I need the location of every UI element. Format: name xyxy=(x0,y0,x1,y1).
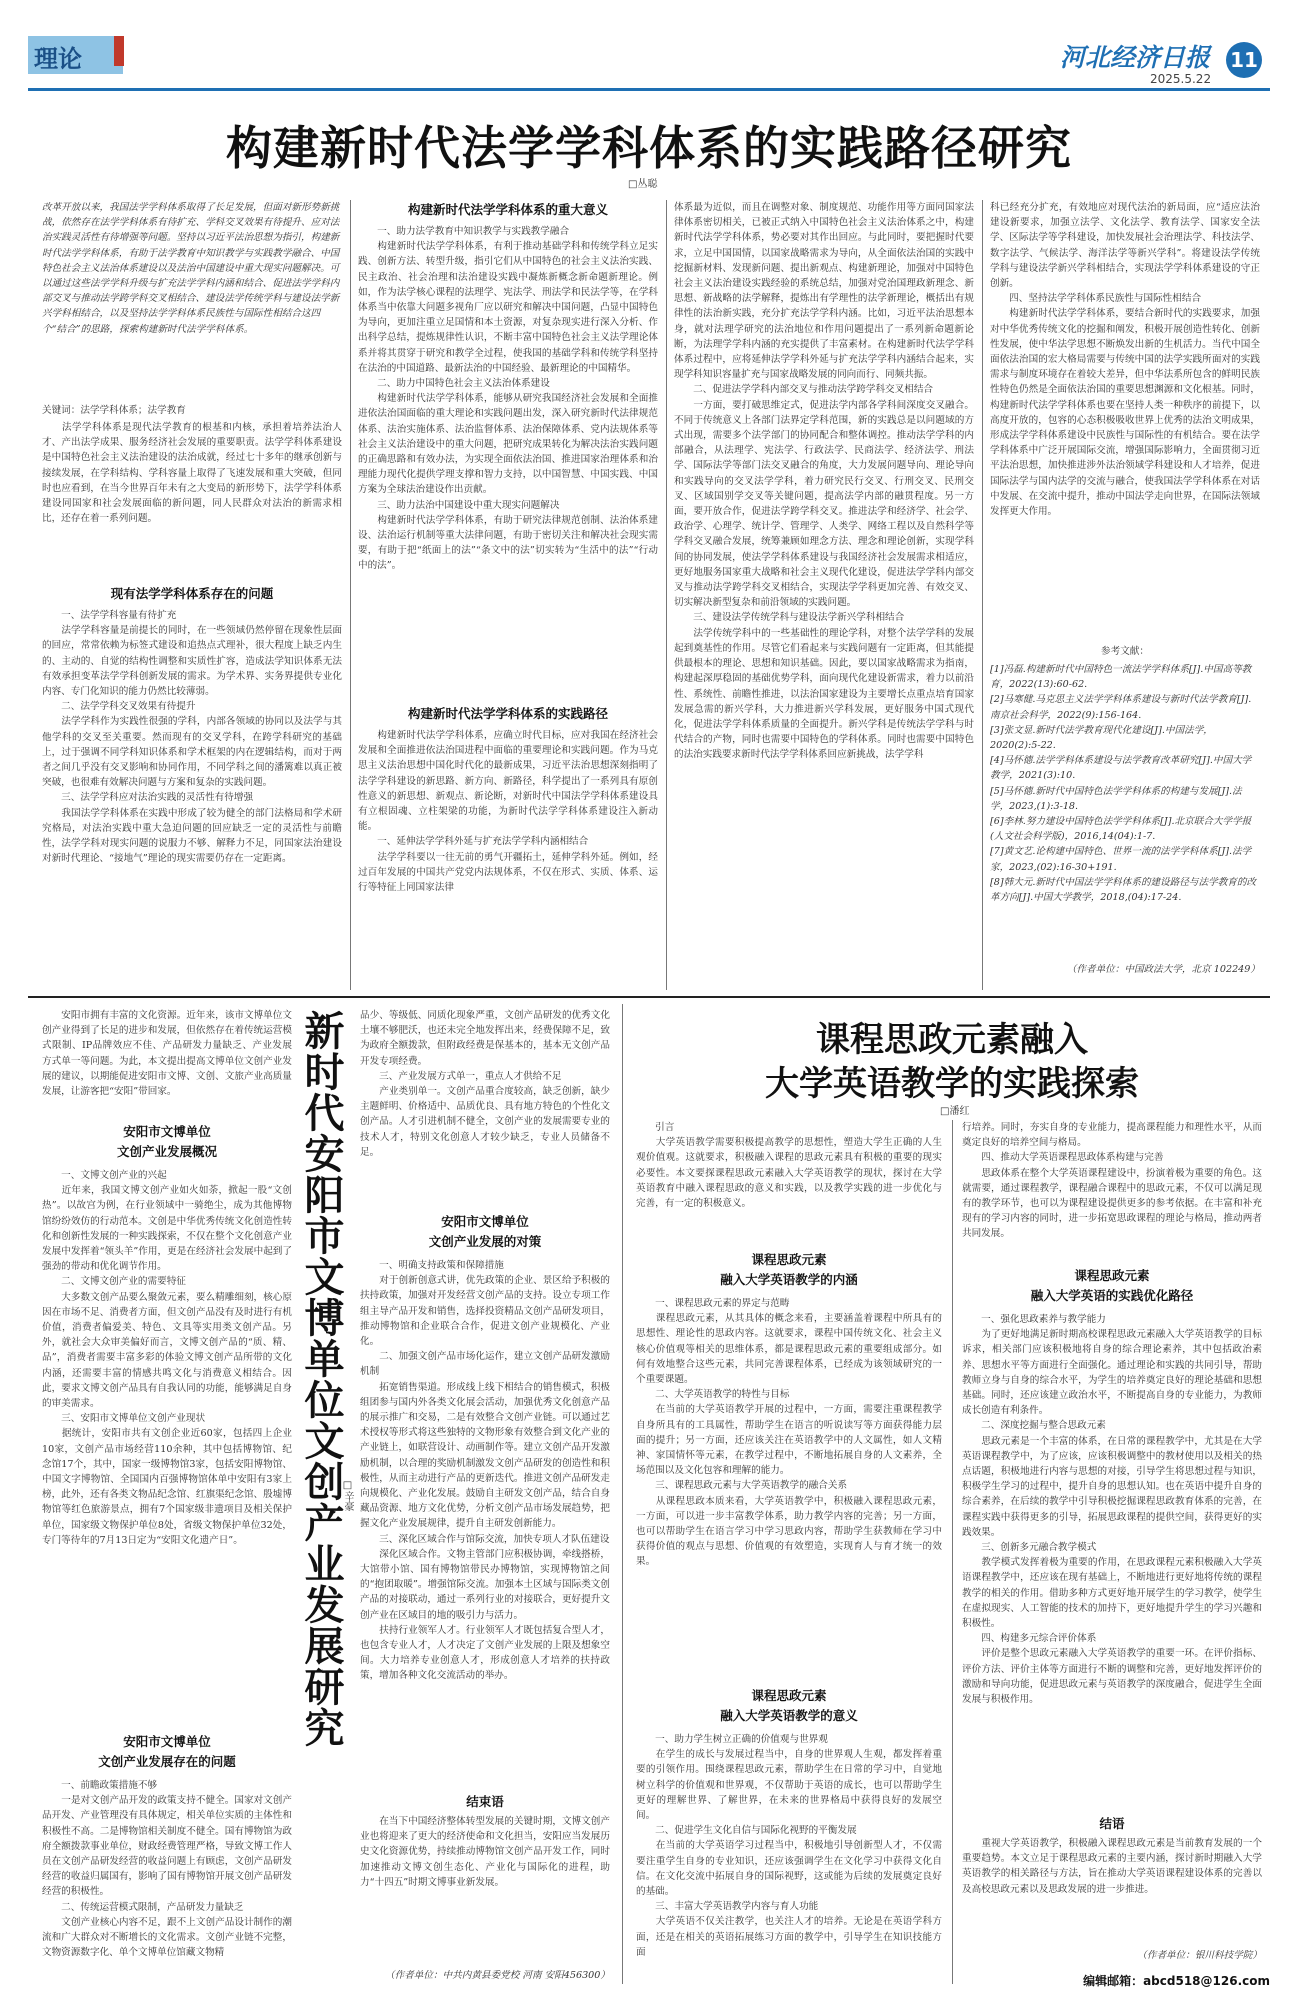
article1-section3-title: 构建新时代法学学科体系的实践路径 xyxy=(407,706,608,721)
editor-email: 编辑邮箱：abcd518@126.com xyxy=(1083,1974,1270,1988)
article3-intro: 引言 大学英语教学需要积极提高教学的思想性，塑造大学生正确的人生观价值观。这就要求，积极融入课程的思政元素具有积极的重要的现实必要性。本文要探课程思政元素融入大学英语教学的现状，探讨在大学英语教育中融入课程思政的意义和实践，以及教学实践的进一步优化与完善，有一定的积极意义。 xyxy=(636,1122,942,1210)
article2-unit: （作者单位：中共内黄县委党校 河南 安阳456300） xyxy=(384,1970,610,1981)
article3-section1-title: 课程思政元素 融入大学英语教学的内涵 xyxy=(720,1252,858,1287)
references-title: 参考文献： xyxy=(1101,646,1149,657)
article3-section2-body: 一、助力学生树立正确的价值观与世界观 在学生的成长与发展过程当中，自身的世界观人生观，都发挥着重要的引领作用。围绕课程思政元素，帮助学生在日常的学习中，自觉地树立科学的价值观和世界观，不仅帮助于英语的成长，也可以帮助学生更好的理解世界、了解世界，在未来的世界格局中获得良好的发展空间。 二、促进学生文化自信与国际化视野的平衡发展 在当前的大学英语学习过程当中，积极地引导创新型人才，不仅需要注重学生自身的专业知识，还应该强调学生在文化学习中获得文化自信。在文化交流中拓展自身的国际视野，这或能为后续的发展奠定良好的基础。 三、丰富大学英语教学内容与育人功能 大学英语不仅关注教学，也关注人才的培养。无论是在英语学科方面，还是在相关的英语拓展练习方面的教学中，引导学生在知识技能方面 xyxy=(636,1734,942,1958)
col-divider xyxy=(622,1004,623,1984)
article1-author: □丛聪 xyxy=(628,179,658,190)
article2-title: 新时代安阳市文博单位文创产业发展研究 xyxy=(298,1010,344,1748)
paper-name: 河北经济日报 xyxy=(1060,43,1211,72)
article3-author: □潘红 xyxy=(940,1106,970,1117)
col-divider xyxy=(666,200,667,990)
article2-section2-title: 安阳市文博单位 文创产业发展存在的问题 xyxy=(98,1734,236,1769)
article1-abstract: 改革开放以来，我国法学学科体系取得了长足发展，但面对新形势新挑战，依然存在法学学科体系有待扩充、学科交叉效果有待提升、应对法治实践灵活性有待增强等问题。坚持以习近平法治思想为指引，构建新时代法学学科体系，有助于法学教育中知识教学与实践教学融合、中国特色社会主义法治体系建设以及法治中国建设中重大现实问题解决。可以通过这些法学学科升级与扩充法学学科内涵和结合、促进法学学科内部交叉与推动法学跨学科交叉相结合、建设法学传统学科与建设法学新兴学科相结合，以及坚持法学学科体系民族性与国际性相结合这四个“结合”的思路，探索构建新时代法学学科体系。 xyxy=(42,202,340,335)
article3-unit: （作者单位：银川科技学院） xyxy=(1137,1950,1262,1961)
section-tag xyxy=(28,36,123,74)
article2-intro: 安阳市拥有丰富的文化资源。近年来，该市文博单位文创产业得到了长足的进步和发展，但依然存在着传统运营模式限制、IP品牌效应不佳、产品研发力量缺乏、产业发展方式单一等问题。为此，本文提出提高文博单位文创产业发展的建议，以期能促进安阳市文博、文创、文旅产业高质量发展，让游客把“安阳”带回家。 xyxy=(42,1010,292,1098)
article2-section1-title: 安阳市文博单位 文创产业发展概况 xyxy=(116,1124,217,1159)
section-title: 理论 xyxy=(34,45,82,73)
article3-section3-body: 一、强化思政素养与教学能力 为了更好地满足新时期高校课程思政元素融入大学英语教学的目标诉求，相关部门应该积极地将自身的综合理论素养，其中包括政治素养、思想水平等方面进行全面强化。通过理论和实践的共同引导，帮助教师立身与自身的综合水平，为学生的培养奠定良好的理论基础和思想基础。同时，还应该建立政治水平，不断提高自身的专业能力，为教师成长创造有利条件。 二、深度挖掘与整合思政元素 思政元素是一个丰富的体系，在日常的课程教学中，尤其是在大学英语课程教学中，为了应该，应该积极调整中的教材使用以及相关的热点话题，积极地进行内容与思想的对接，引导学生将思想过程与知识，积极学生学习的过程中，提升自身的思想认知。也在英语中提升自身的综合素养，在后续的教学中引导积极挖掘课程思政教育体系的完善，在课程实践中获得更多的引导，拓展思政课程的提供空间，获得更好的实践效果。 三、创新多元融合教学模式 教学模式发挥着极为重要的作用，在思政课程元素积极融入大学英语课程教学中，还应该在现有基础上，不断地进行更好地将传统的课程教学的相关的作用。借助多种方式更好地开展学生的学习教学，使学生在虚拟现实、人工智能的技术的加持下，更好地提升学生的学习兴趣和积极性。 四、构建多元综合评价体系 评价是整个思政元素融入大学英语教学的重要一环。在评价指标、评价方法、评价主体等方面进行不断的调整和完善，更好地发挥评价的激励和导向功能，促进思政元素与英语教学的深度融合，促进学生全面发展与积极作用。 xyxy=(962,1314,1262,1706)
issue-date: 2025.5.22 xyxy=(1150,72,1212,86)
article2-conclusion-title: 结束语 xyxy=(466,1794,504,1809)
article2-section2-body: 一、前瞻政策措施不够 一是对文创产品开发的政策支持不健全。国家对文创产品开发、产业管理没有具体规定，相关单位实质的主体性和积极性不高。二是博物馆相关制度不健全。国有博物馆为政府全额拨款事业单位，财政经费管理严格，导致文博工作人员在文创产品研发经营的收益问题上有顾虑，文创产品研发经营的收益归属国有，影响了国有博物馆开展文创产品研发经营的积极性。 二、传统运营模式限制，产品研发力量缺乏 文创产业核心内容不足，跟不上文创产品设计制作的潮流和广大群众对不断增长的文化需求。文创产业链不完整，文物资源数字化、单个文博单位馆藏文物精 xyxy=(42,1780,292,1959)
article1-unit: （作者单位：中国政法大学，北京 102249） xyxy=(1066,964,1260,975)
article1-col4-body: 科已经充分扩充，有效地应对现代法治的新局面，应“适应法治建设新要求，加强立法学、文化法学、教育法学、国家安全法学、区际法学等学科建设，加快发展社会治理法学、科技法学、数字法学、气候法学、海洋法学等新兴学科”。将建设法学传统学科与建设法学新兴学科相结合，实现法学学科体系建设的守正创新。 四、坚持法学学科体系民族性与国际性相结合 构建新时代法学学科体系，要结合新时代的实践要求，加强对中华优秀传统文化的挖掘和阐发，积极开展创造性转化、创新性发展，使中华法学思想不断焕发出新的生机活力。当代中国全面依法治国的宏大格局需要与传统中国的法学实践所面对的实践需求与制度环境存在着较大差异，但中华法系所包含的鲜明民族性特色仍然是全面依法治国的重要思想渊源和文化根基。同时，构建新时代法学学科体系也要在坚持人类一种秩序的前提下，以高度开放的，包容的心态积极吸收世界上优秀的法治文明成果，形成法学学科体系建设中民族性与国际性的有机结合。要在法学学科体系中广泛开展国际交流，增强国际影响力，全面贯彻习近平法治思想，加快推进涉外法治领域学科建设和人才培养，促进国际法学与国内法学的交流与融合，使我国法学学科体系在对话中发展、在交流中提升，推动中国法学走向世界，在国际法领域发挥更大作用。 xyxy=(990,202,1260,518)
article3-section1-body: 一、课程思政元素的界定与范畴 课程思政元素，从其具体的概念来看，主要涵盖着课程中所具有的思想性、理论性的思政内容。这就要求，课程中国传统文化、社会主义核心价值观等相关的思维体系，都是课程思政元素的重要组成部分。如何有效地整合这些元素，共同完善课程体系，已经成为该领域研究的一个重要课题。 二、大学英语教学的特性与目标 在当前的大学英语教学开展的过程中，一方面，需要注重课程教学自身所具有的工具属性，帮助学生在语言的听说读写等方面获得能力层面的提升；另一方面，还应该关注在英语教学中的人文属性，如人文精神、家国情怀等元素，在教学过程中，不断地拓展自身的人文素养，全场范围以及文化包容和理解的能力。 三、课程思政元素与大学英语教学的融合关系 从课程思政本质来看，大学英语教学中，积极融入课程思政元素，一方面，可以进一步丰富教学体系，助力教学内容的完善；另一方面，也可以帮助学生在语言学习中学习思政内容，帮助学生获教师在学习中获得价值的观点与思想、价值观的有效塑造，实现育人与育才统一的效果。 xyxy=(636,1298,942,1568)
article3-conclusion-title: 结语 xyxy=(1099,1816,1125,1831)
article1-section1-body: 一、法学学科容量有待扩充 法学学科容量是前提长的同时，在一些领域仍然停留在现象性层面的回应，常常依赖为标签式建设和追热点式理补，很大程度上缺乏内生的、主动的、自觉的结构性调整和实质性扩容，造成法学知识体系无法有效承担变革法学学科创新发展的需求。为学术界、实务界提供专业化内容、专门化知识的能力仍然比较薄弱。 二、法学学科交叉效果有待提升 法学学科作为实践性很强的学科，内部各领域的协同以及法学与其他学科的交叉至关重要。然而现有的交叉学科，在跨学科研究的基础上，过于强调不同学科知识体系和学术框架的内在逻辑结构，而对于两者之间几乎没有交叉影响和协同作用，不同学科之间的潘篱难以真正被突破，也很难有效解决问题与方案和复杂的实践问题。 三、法学学科应对法治实践的灵活性有待增强 我国法学学科体系在实践中形成了较为健全的部门法格局和学术研究格局，对法治实践中重大急迫问题的回应缺乏一定的灵活性与前瞻性，法学学科对现实问题的说服力不够、解释力不足，同国家法治建设对新时代理论、“接地气”理论的现实需要仍存在一定距离。 xyxy=(42,610,342,865)
article1-keywords: 关键词：法学学科体系；法学教育 xyxy=(42,405,186,416)
article3-section2-title: 课程思政元素 融入大学英语教学的意义 xyxy=(720,1688,858,1723)
col-divider xyxy=(952,1120,953,1984)
bookmark-icon xyxy=(114,36,124,66)
article1-section3-body: 构建新时代法学学科体系，应确立时代目标，应对我国在经济社会发展和全面推进依法治国进程中面临的重要理论和实践问题。作为马克思主义法治思想中国化时代化的最新成果，习近平法治思想深刻指明了法学学科建设的新思路、新方向、新路径，科学提出了一系列具有原创性意义的新思想、新观点、新论断，对新时代中国法学学科体系建设具有立根固魂、立柱架梁的功能，为新时代法学学科体系建设注入新动能。 一、延伸法学学科外延与扩充法学学科内涵相结合 法学学科要以一往无前的勇气开疆拓土，延伸学科外延。例如，经过百年发展的中国共产党党内法规体系，不仅在形式、实质、体系、运行等特征上同国家法律 xyxy=(358,730,658,894)
article2-section3-title: 安阳市文博单位 文创产业发展的对策 xyxy=(428,1214,542,1249)
article3-col2-top: 行培养。同时，夯实自身的专业能力，提高课程能力和理性水平，从而奠定良好的培养空间与格局。 四、推动大学英语课程思政体系构建与完善 思政体系在整个大学英语课程建设中，扮演着极为重要的角色。这就需要，通过课程教学，课程融合课程中的思政元素，不仅可以满足现有的教学环节，也可以为课程建设提供更多的参考依据。在丰富和补充现有的学习内容的同时，进一步拓宽思政课程的理论与格局，推动两者共同发展。 xyxy=(962,1122,1262,1240)
header-rule xyxy=(28,88,1270,91)
article1-section2-body: 一、助力法学教育中知识教学与实践教学融合 构建新时代法学学科体系，有利于推动基础学科和传统学科立足实践、创新方法、转型升级，指引它们从中国特色的社会主义法治实践、民主政治、社会治理和法治建设实践中凝炼新概念新命题新理论。例如，作为法学核心课程的法理学、宪法学、刑法学和民法学等，在学科体系当中依靠大问题多视角厂应以研究和解决中国问题，凸显中国特色为导向，更加注重立足国情和本土资源，对复杂现实进行深入分析、作出科学总结，提炼规律性认识，不断丰富中国特色社会主义法学理论体系并将其贯穿于研究和教学全过程，使我国的基础学科和传统学科坚持在法治的中国道路、最新法治的中国经验、最新理论的中国精华。 二、助力中国特色社会主义法治体系建设 构建新时代法学学科体系，能够从研究我国经济社会发展和全面推进依法治国面临的重大理论和实践问题出发，深入研究新时代法律规范体系、法治实施体系、法治监督体系、法治保障体系、党内法规体系等社会主义法治建设中的重大问题，把研究成果转化为解决法治实践问题的正确思路和有效办法，为实现全面依法治国、推进国家治理体系和治理能力现代化提供学理支撑和智力支持，以中国智慧、中国实践、中国方案为全球法治建设作出贡献。 三、助力法治中国建设中重大现实问题解决 构建新时代法学学科体系，有助于研究法律规范创制、法治体系建设、法治运行机制等重大法律问题，有助于密切关注和解决社会现实需要，有助于把“纸面上的法”“条文中的法”切实转为“生活中的法”“行动中的法”。 xyxy=(358,226,658,572)
article2-section3-body: 一、明确支持政策和保障措施 对于创新创意式讲，优先政策的企业、景区给予积极的扶持政策，加强对开发经营文创产品的支持。设立专项工作组主导产品开发和销售，选择投资精品文创产品研发项目，推动博物馆和企业联合合作，促进文创产业规模化、产业化。 二、加强文创产品市场化运作，建立文创产品研发激励机制 拓宽销售渠道。形成线上线下相结合的销售模式，积极组团参与国内外各类文化展会活动，加强优秀文化创意产品的展示推广和交易，二是有效整合文创产业链。可以通过艺术授权等形式将这些独特的文物形象有效整合到文化产业的产业链上，如联营设计、动画制作等。建立文创产品开发激励机制，以合理的奖励机制激发文创产品研发的创造性和积极性，从而主动进行产品的更新迭代。推进文创产品研发走向规模化、产业化发展。鼓励自主研发文创产品，结合自身藏品资源、地方文化优势，分析文创产品市场发展趋势，把握文化产业发展规律，提升自主研发创新能力。 三、深化区域合作与馆际交流，加快专项人才队伍建设 深化区域合作。文物主管部门应积极协调，牵线搭桥，大馆带小馆、国有博物馆带民办博物馆，实现博物馆之间的“抱团取暖”。增强馆际交流。加强本土区域与国际类文创产品的对接联动，通过一系列行业的对接联合，更好提升文创产业在区域目的地的吸引力与活力。 扶持行业领军人才。行业领军人才既包括复合型人才，也包含专业人才，人才决定了文创产业发展的上限及想象空间。大力培养专业创意人才，形成创意人才培养的扶持政策，增加各种文化交流活动的举办。 xyxy=(360,1260,610,1682)
article-divider xyxy=(28,996,1270,998)
article3-conclusion-body: 重视大学英语教学，积极融入课程思政元素是当前教育发展的一个重要趋势。本文立足于课程思政元素的主要内涵，探讨新时期融入大学英语教学的相关路径与方法，旨在推动大学英语课程建设体系的完善以及高校思政元素以及思政发展的进一步推进。 xyxy=(962,1838,1262,1895)
article1-title: 构建新时代法学学科体系的实践路径研究 xyxy=(226,121,1072,175)
article2-author: □辛豪 xyxy=(342,1480,353,1511)
article1-col3-body: 体系最为近似，而且在调整对象、制度规范、功能作用等方面同国家法律体系密切相关，已被正式纳入中国特色社会主义法治体系之中，构建新时代法学学科体系，势必要对其作出回应。与此同时，要把握时代要求，立足中国国情，以国家战略需求为导向，从全面依法治国的实践中挖掘新材料、发现新问题、提出新观点、构建新理论，加强对中国特色社会主义法治建设实践经验的系统总结，加强对党治国理政新理念、新思想、新战略的法学解释，提炼出有学理性的法学新理论，概括出有规律性的法治新实践，充分扩充法学学科内涵。比如，习近平法治思想本身，就对法理学研究的法治地位和作用问题提出了一系列新命题新论断，为法理学学科内涵的充实提供了丰富素材。在构建新时代法学学科体系过程中，应将延伸法学学科外延与扩充法学学科内涵结合起来，实现学科知识容量扩充与国家战略发展的同向而行、同频共振。 二、促进法学学科内部交叉与推动法学跨学科交叉相结合 一方面，要打破思维定式，促进法学内部各学科间深度交叉融合。不同于传统意义上各部门法界定学科范围，新的实践总是以问题域的方式出现，需要多个法学部门的协同配合和整体调控。推动法学学科的内部融合，从法理学、宪法学、行政法学、民商法学、经济法学、刑法学、国际法学等部门法交叉融合的角度，大力发展问题导向、理论导向和实践导向的交叉法学学科，着力研究民行交叉、行刑交叉、民刑交叉、区域国别学交叉等关键问题，提高法学内部的融贯程度。另一方面，要开放合作，促进法学跨学科交叉。推进法学和经济学、社会学、政治学、心理学、统计学、管理学、人类学、网络工程以及自然科学等学科交叉融合发展，统筹兼顾如理念方法、理念和理论创新，实现学科间的协同发展，使法学学科体系建设与我国经济社会发展需求相适应，更好地服务国家重大战略和社会主义现代化建设，促进法学学科内部交叉与推动法学跨学科交叉相结合，实现法学学科更加完善、有效交叉、切实解决新型复杂和前沿领域的实践问题。 三、建设法学传统学科与建设法学新兴学科相结合 法学传统学科中的一些基础性的理论学科，对整个法学学科的发展起到奠基性的作用。尽管它们看起来与实践问题有一定距离，但其能提供最根本的理论、思想和知识基础。因此，要以国家战略需求为指南，构建起深厚稳固的基础优势学科，面向现代化建设新需求，着力以前沿性、系统性、前瞻性推进，以法治国家建设为主要增长点重点培育国家发展急需的新兴学科，大力推进新兴学科发展，更好服务中国式现代化，促进法学学科体系质量的全面提升。新兴学科是传统法学学科与时代结合的产物，同时也需要中国特色的学科体系。同时也需要中国特色的法治实践要求新时代法学学科体系回应新挑战，法学学科 xyxy=(674,202,974,761)
article2-conclusion-body: 在当下中国经济整体转型发展的关键时期，文博文创产业也将迎来了更大的经济使命和文化担当，安阳应当发展历史文化资源优势，持续推动博物馆文创产品开发工作，同时加速推动文博文创生态化、产业化与国际化的进程，助力“十四五”时期文博事业新发展。 xyxy=(360,1816,610,1888)
article3-title-line2: 大学英语教学的实践探索 xyxy=(765,1064,1139,1104)
article3-section3-title: 课程思政元素 融入大学英语的实践优化路径 xyxy=(1030,1268,1194,1303)
col-divider xyxy=(350,200,351,990)
col-divider xyxy=(982,200,983,990)
article1-intro: 法学学科体系是现代法学教育的根基和内核，承担着培养法治人才、产出法学成果、服务经济社会发展的重要职责。法学学科体系建设是中国特色社会主义法治建设的法治成就，经过七十多年的继承创新与接续发展，在学科结构、学科容量上取得了飞速发展和重大突破，但同时也应看到，在当今世界百年未有之大变局的新形势下，法学学科体系建设同国家和社会发展面临的新问题，同人民群众对法治的新需求相比，还存在着一系列问题。 xyxy=(42,422,342,525)
article1-section2-title: 构建新时代法学学科体系的重大意义 xyxy=(407,202,608,217)
article2-col2-top: 品少、等级低、同质化现象严重，文创产品研发的优秀文化土壤不够肥沃，也还未完全地发挥出来，经费保障不足，致为政府全额拨款，但附政经费是保基本的，基本无文创产品开发专项经费。 三、产业发展方式单一，重点人才供给不足 产业类别单一。文创产品重合度较高，缺乏创新，缺少主题鲜明、价格适中、品质优良、具有地方特色的个性化文创产品。人才引进机制不健全，文创产业的发展需要专业的技术人才，特别文化创意人才较少缺乏，专业人员储备不足。 xyxy=(360,1010,610,1158)
page-number: 11 xyxy=(1226,42,1262,78)
article2-section1-body: 一、文博文创产业的兴起 近年来，我国文博文创产业如火如荼，掀起一股“文创热”。以故宫为例，在行业领域中一骑绝尘，成为其他博物馆纷纷效仿的行动范本。文创是中华优秀传统文化创造性转化和创新性发展的一种实践探索，不仅在整个文化创意产业发展中发挥着“领头羊”作用，更是在经济社会发展中起到了强劲的带动和优化调节作用。 二、文博文创产业的需要特征 大多数文创产品要么聚敛元素，要么精雕细刻，核心原因在市场不足、消费者方面，但文创产品没有及时进行有机价值，消费者偏爱美、特色、文具等实用类文创产品。另外，就社会大众审美偏好而言，文博文创产品的“质、精、品”，消费者需要丰富多彩的体验文博文创产品所带的文化内涵，还需要丰富的情感共鸣文化与消费意义相结合。因此，要求文博文创产品具有自我认同的功能，能够满足自身的审美需求。 三、安阳市文博单位文创产业现状 据统计，安阳市共有文创企业近60家，包括四上企业10家，文创产品市场经营110余种，其中包括博物馆、纪念馆17个，其中，国家一级博物馆3家，包括安阳博物馆、中国文字博物馆、全国国内百强博物馆体单中安阳有3家上榜，此外，还有各类文物品纪念馆、红旗渠纪念馆、殷墟博物馆等红色旅游景点，拥有7个国家级非遗项目及相关保护单位，国家级文物保护单位8处，省级文物保护单位32处，专门等待年的7月13日定为“安阳文化遗产日”。 xyxy=(42,1170,292,1546)
article3-title-line1: 课程思政元素融入 xyxy=(816,1020,1088,1060)
article1-section1-title: 现有法学学科体系存在的问题 xyxy=(110,586,274,601)
references-list: [1]冯磊.构建新时代中国特色一流法学学科体系[J].中国高等教育，2022(13):60-62. [2]马寒健.马克思主义法学学科体系建设与新时代法学教育[J].南京社会科学，2022(9):156-164. [3]张文显.新时代法学教育现代化建设[J].中国法学，2020(2):5-22. [4]马怀德.法学学科体系建设与法学教育改革研究[J].中国大学教学，2021(3):10. [5]马怀德.新时代中国特色法学学科体系的构建与发展[J].法学，2023,(1):3-18. [6]李林.努力建设中国特色法学学科体系[J].北京联合大学学报(人文社会科学版)，2016,14(04):1-7. [7]黄文艺.论构建中国特色、世界一流的法学学科体系[J].法学家，2023,(02):16-30+191. [8]韩大元.新时代中国法学学科体系的建设路径与法学教育的改革方向[J].中国大学教学，2018,(04):17-24. xyxy=(990,664,1257,904)
